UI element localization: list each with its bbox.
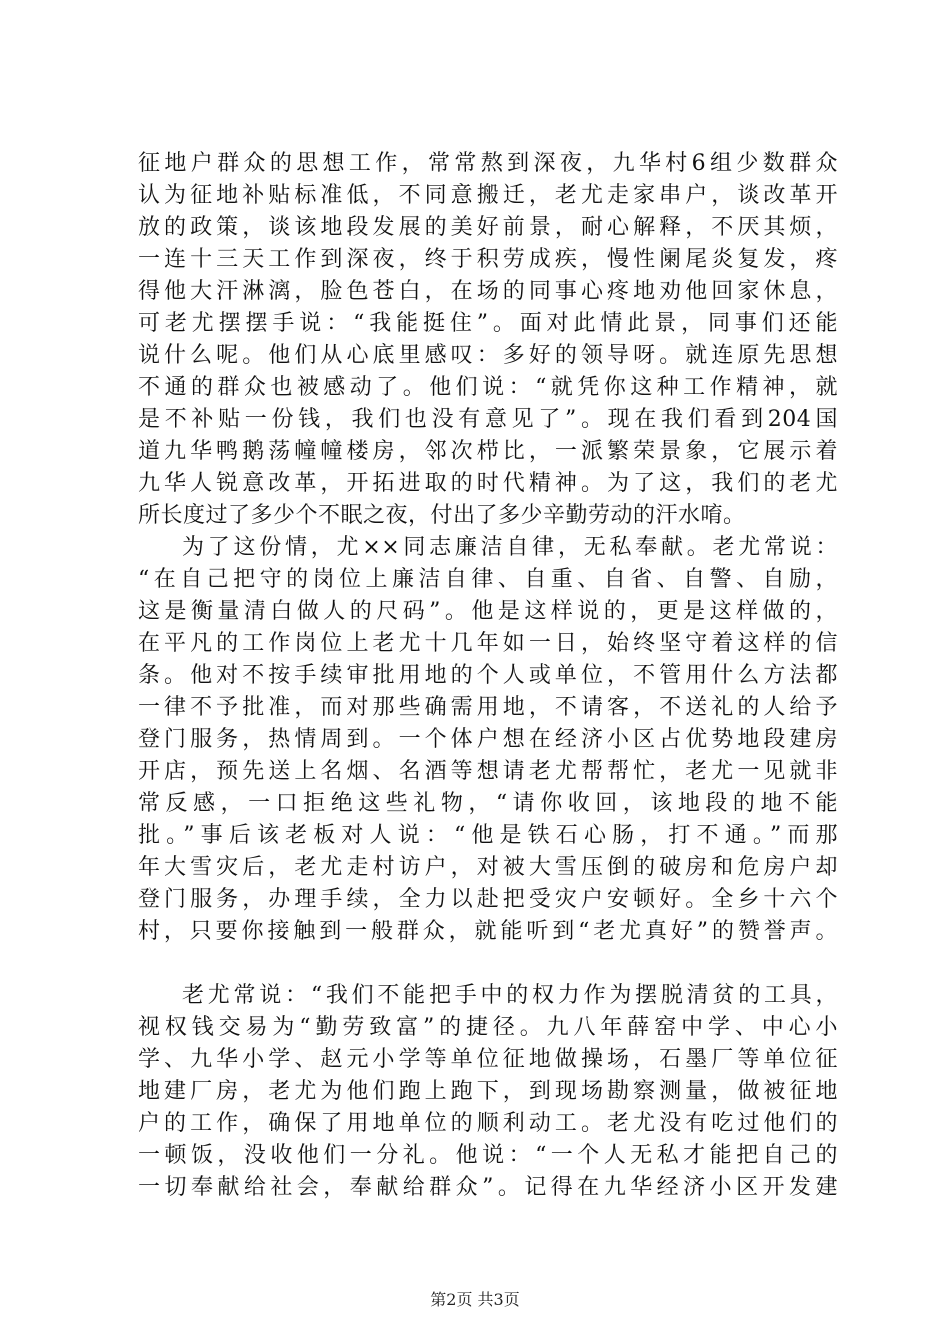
body-text	[138, 148, 838, 1204]
text-line: 不通的群众也被感动了。他们说：“就凭你这种工作精神，就	[138, 375, 838, 400]
text-line: 一连十三天工作到深夜，终于积劳成疾，慢性阑尾炎复发，疼	[138, 247, 838, 272]
text-line: 登门服务，办理手续，全力以赴把受灾户安顿好。全乡十六个	[138, 887, 838, 912]
text-line: 开店，预先送上名烟、名酒等想请老尤帮帮忙，老尤一见就非	[138, 759, 838, 784]
text-line: 所长度过了多少个不眠之夜，付出了多少辛勤劳动的汗水唷。	[138, 503, 746, 528]
text-line: 登门服务，热情周到。一个体户想在经济小区占优势地段建房	[138, 727, 838, 752]
text-line: 条。他对不按手续审批用地的个人或单位，不管用什么方法都	[138, 663, 838, 688]
text-line: 常反感，一口拒绝这些礼物，“请你收回，该地段的地不能	[138, 791, 838, 816]
text-line: 是不补贴一份钱，我们也没有意见了”。现在我们看到204国	[138, 407, 838, 432]
paragraph-gap	[138, 948, 838, 980]
text-line: 在平凡的工作岗位上老尤十几年如一日，始终坚守着这样的信	[138, 631, 838, 656]
text-line: 放的政策，谈该地段发展的美好前景，耐心解释，不厌其烦，	[138, 215, 838, 240]
text-line: 说什么呢。他们从心底里感叹：多好的领导呀。就连原先思想	[138, 343, 838, 368]
text-line: 得他大汗淋漓，脸色苍白，在场的同事心疼地劝他回家休息，	[138, 279, 838, 304]
text-line: 老尤常说：“我们不能把手中的权力作为摆脱清贫的工具，	[182, 983, 838, 1008]
text-line: 九华人锐意改革，开拓进取的时代精神。为了这，我们的老尤	[138, 471, 838, 496]
text-line: 视权钱交易为“勤劳致富”的捷径。九八年薛窑中学、中心小	[138, 1015, 838, 1040]
text-line: 一切奉献给社会，奉献给群众”。记得在九华经济小区开发建	[138, 1175, 838, 1200]
text-line: 一顿饭，没收他们一分礼。他说：“一个人无私才能把自己的	[138, 1143, 838, 1168]
text-line: 村，只要你接触到一般群众，就能听到“老尤真好”的赞誉声。	[138, 919, 838, 944]
text-line: 这是衡量清白做人的尺码”。他是这样说的，更是这样做的，	[138, 599, 838, 624]
text-line: 道九华鸭鹅荡幢幢楼房，邻次栉比，一派繁荣景象，它展示着	[138, 439, 838, 464]
text-line: 学、九华小学、赵元小学等单位征地做操场，石墨厂等单位征	[138, 1047, 838, 1072]
text-line: 为了这份情，尤××同志廉洁自律，无私奉献。老尤常说：	[182, 535, 838, 560]
paragraph-2	[138, 532, 838, 948]
text-line: “在自己把守的岗位上廉洁自律、自重、自省、自警、自励，	[138, 567, 838, 592]
text-line: 地建厂房，老尤为他们跑上跑下，到现场勘察测量，做被征地	[138, 1079, 838, 1104]
paragraph-1	[138, 148, 838, 532]
text-line: 征地户群众的思想工作，常常熬到深夜，九华村6组少数群众	[138, 151, 838, 176]
text-line: 认为征地补贴标准低，不同意搬迁，老尤走家串户，谈改革开	[138, 183, 838, 208]
text-line: 一律不予批准，而对那些确需用地，不请客，不送礼的人给予	[138, 695, 838, 720]
page-number: 第2页 共3页	[430, 1290, 520, 1309]
text-line: 年大雪灾后，老尤走村访户，对被大雪压倒的破房和危房户却	[138, 855, 838, 880]
text-line: 可老尤摆摆手说：“我能挺住”。面对此情此景，同事们还能	[138, 311, 838, 336]
page-footer	[0, 1290, 950, 1310]
paragraph-3	[138, 980, 838, 1204]
text-line: 户的工作，确保了用地单位的顺利动工。老尤没有吃过他们的	[138, 1111, 838, 1136]
text-line: 批。”事后该老板对人说：“他是铁石心肠，打不通。”而那	[138, 823, 838, 848]
